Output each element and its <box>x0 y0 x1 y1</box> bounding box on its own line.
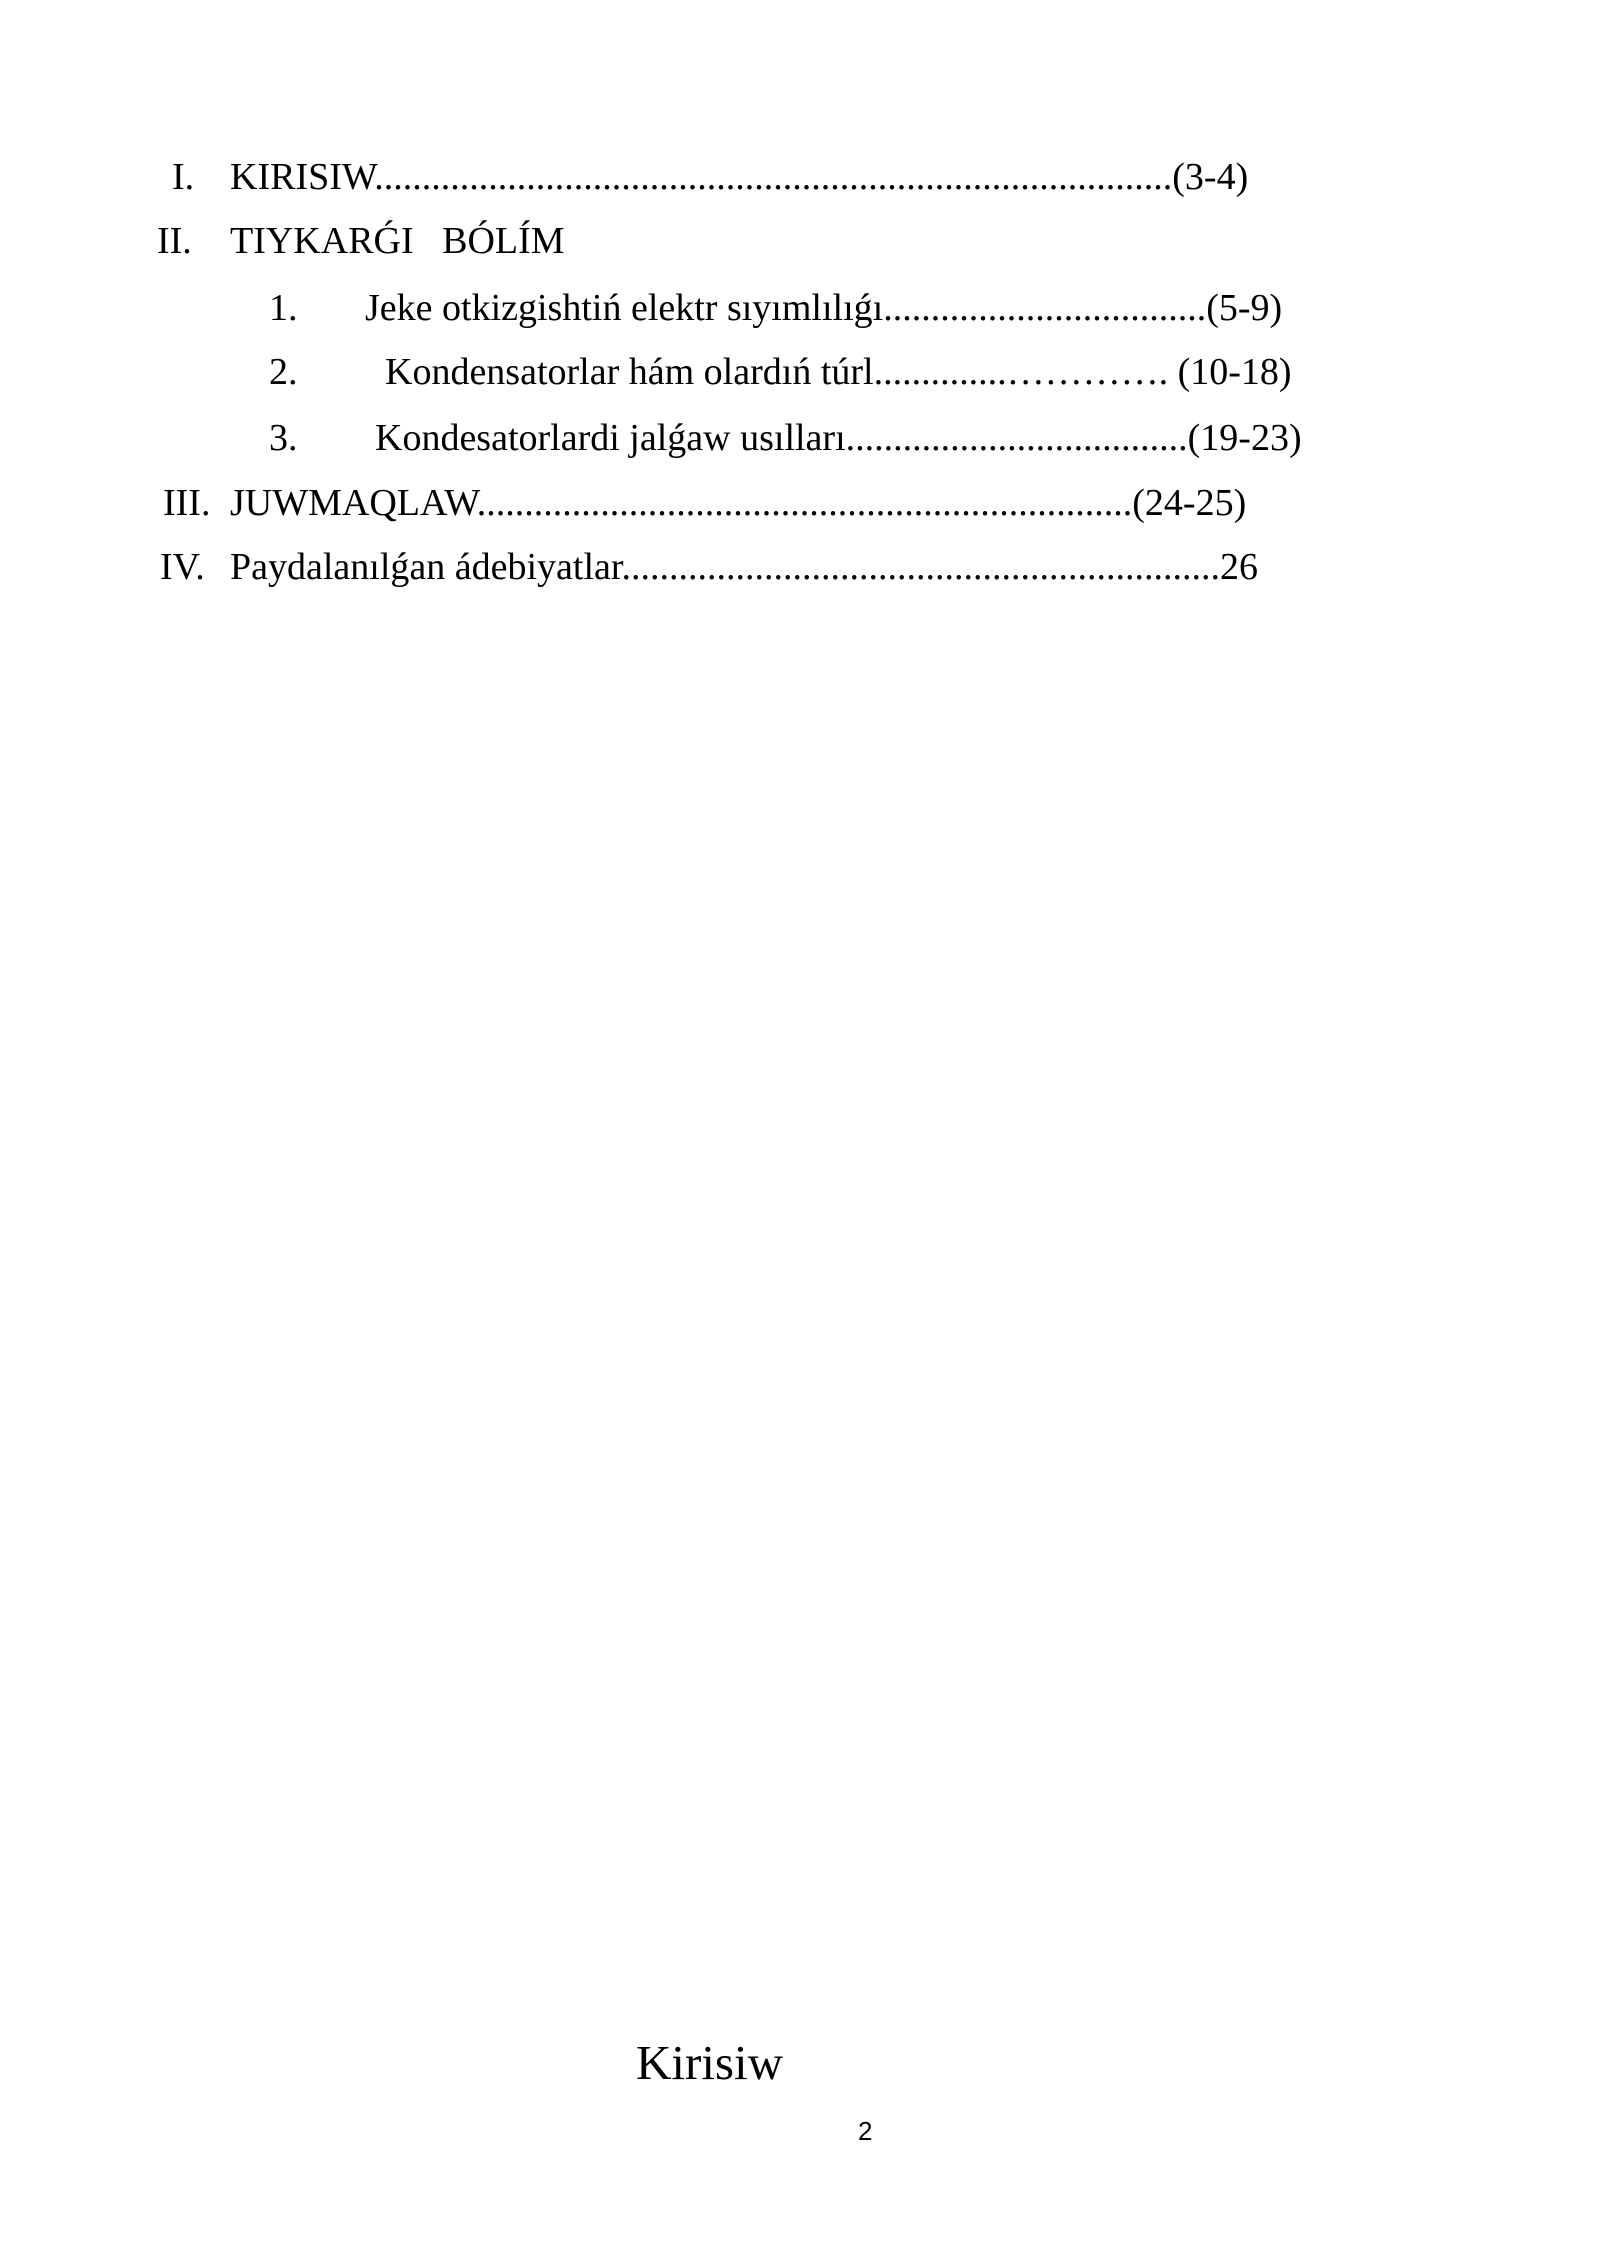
toc-page-ref: 26 <box>1219 546 1258 588</box>
toc-entry-intro <box>230 155 1248 199</box>
toc-leader: ..................................................................... <box>476 482 1133 524</box>
toc-leader: .................................... <box>845 417 1188 459</box>
toc-page-ref: (24-25) <box>1132 482 1247 524</box>
toc-label: Jeke otkizgishtiń elektr sıyımlılıǵı <box>365 287 884 329</box>
toc-entry-sub-1 <box>365 286 1282 330</box>
toc-label: JUWMAQLAW <box>230 482 477 524</box>
toc-number-references: IV. <box>160 546 205 588</box>
toc-entry-conclusion <box>230 481 1246 525</box>
toc-entry-references <box>230 545 1258 589</box>
toc-leader: ............................................................... <box>621 546 1220 588</box>
toc-number-main-part: II. <box>157 220 192 262</box>
toc-page-ref: (5-9) <box>1206 287 1283 329</box>
toc-label: TIYKARǴI BÓLÍM <box>230 220 565 262</box>
toc-label: Paydalanılǵan ádebiyatlar <box>230 546 622 588</box>
section-heading: Kirisiw <box>636 2035 783 2090</box>
toc-leader: .................................. <box>883 287 1207 329</box>
toc-entry-sub-2 <box>385 350 1292 394</box>
toc-entry-main-part <box>230 219 565 263</box>
toc-label: Kondesatorlardi jalǵaw usılları <box>375 417 846 459</box>
toc-number-intro: I. <box>172 156 195 198</box>
toc-page-ref: (19-23) <box>1187 417 1302 459</box>
toc-page-ref: (10-18) <box>1177 351 1292 393</box>
toc-page-ref: (3-4) <box>1172 156 1249 198</box>
toc-entry-sub-3 <box>375 416 1302 460</box>
toc-leader: .................................................................................... <box>374 156 1173 198</box>
toc-label: Kondensatorlar hám olardıń túrl <box>385 351 874 393</box>
toc-label: KIRISIW <box>230 156 375 198</box>
toc-number-sub-1: 1. <box>269 287 298 329</box>
toc-number-sub-2: 2. <box>269 351 298 393</box>
toc-leader: ..............…………. <box>873 351 1178 393</box>
page-number: 2 <box>858 2116 873 2146</box>
toc-number-conclusion: III. <box>163 482 211 524</box>
toc-number-sub-3: 3. <box>269 417 298 459</box>
